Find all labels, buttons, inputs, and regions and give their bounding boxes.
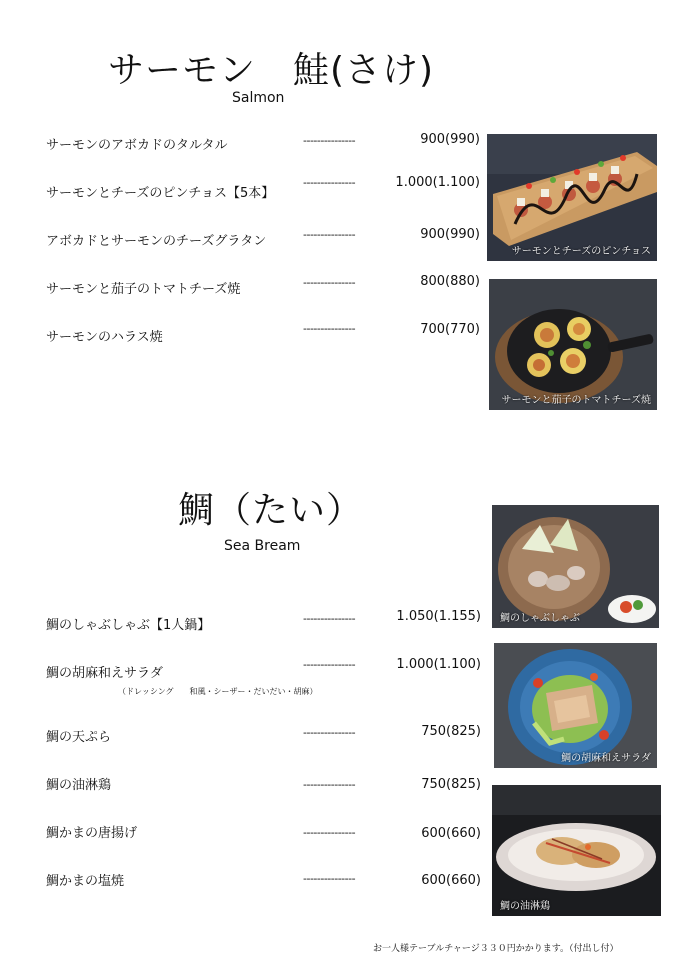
menu-item-price: 800(880) [420, 274, 480, 289]
menu-item-dashes: --------------- [303, 134, 356, 147]
menu-item-name: サーモンのハラス焼 [46, 330, 163, 345]
table-charge-note: お一人様テーブルチャージ３３０円かかります。（付出し付） [373, 944, 619, 954]
photo-caption: サーモンとチーズのピンチョス [511, 246, 651, 257]
menu-item-price: 1.000(1.100) [396, 657, 481, 672]
menu-item-dashes: --------------- [303, 826, 356, 839]
menu-item-name: 鯛の胡麻和えサラダ [46, 666, 163, 681]
salmon-pinchos-photo [487, 134, 657, 261]
menu-item-price: 750(825) [421, 777, 481, 792]
menu-item-dashes: --------------- [303, 612, 356, 625]
menu-item-price: 600(660) [421, 873, 481, 888]
menu-item-price: 700(770) [420, 322, 480, 337]
menu-item-price: 750(825) [421, 724, 481, 739]
menu-item-dashes: --------------- [303, 176, 356, 189]
menu-item-dashes: --------------- [303, 872, 356, 885]
dressing-options-note: （ドレッシング 和風・シーザー・だいだい・胡麻） [118, 687, 318, 696]
menu-item-dashes: --------------- [303, 228, 356, 241]
menu-item-name: 鯛の油淋鶏 [46, 778, 112, 793]
menu-item-name: アボカドとサーモンのチーズグラタン [46, 234, 267, 249]
menu-item-dashes: --------------- [303, 658, 356, 671]
menu-item-name: 鯛かまの唐揚げ [46, 826, 138, 841]
seabream-salad-photo [494, 643, 657, 768]
menu-item-dashes: --------------- [303, 322, 356, 335]
menu-item-price: 1.050(1.155) [396, 609, 481, 624]
menu-item-dashes: --------------- [303, 778, 356, 791]
menu-item-name: 鯛の天ぷら [46, 730, 112, 745]
seabream-section-subtitle: Sea Bream [224, 538, 301, 554]
menu-item-dashes: --------------- [303, 726, 356, 739]
menu-item-dashes: --------------- [303, 276, 356, 289]
menu-item-price: 600(660) [421, 826, 481, 841]
menu-item-name: サーモンと茄子のトマトチーズ焼 [46, 282, 241, 297]
photo-caption: 鯛の胡麻和えサラダ [561, 753, 651, 764]
seabream-yurinchi-photo [492, 785, 661, 916]
seabream-section-title: 鯛（たい） [178, 490, 364, 531]
menu-item-name: サーモンのアボカドのタルタル [46, 138, 228, 153]
menu-item-name: サーモンとチーズのピンチョス【5本】 [46, 186, 275, 201]
menu-item-price: 900(990) [420, 132, 480, 147]
menu-item-name: 鯛のしゃぶしゃぶ【1人鍋】 [46, 618, 211, 633]
menu-item-price: 900(990) [420, 227, 480, 242]
photo-caption: 鯛の油淋鶏 [500, 901, 550, 912]
menu-item-price: 1.000(1.100) [395, 175, 480, 190]
menu-item-name: 鯛かまの塩焼 [46, 874, 125, 889]
seabream-shabu-photo [492, 505, 659, 628]
salmon-section-subtitle: Salmon [232, 90, 285, 106]
photo-caption: サーモンと茄子のトマトチーズ焼 [501, 395, 651, 406]
photo-caption: 鯛のしゃぶしゃぶ [500, 613, 580, 624]
salmon-section-title: サーモン 鮭(さけ) [108, 50, 435, 91]
salmon-tomato-cheese-photo [489, 279, 657, 410]
